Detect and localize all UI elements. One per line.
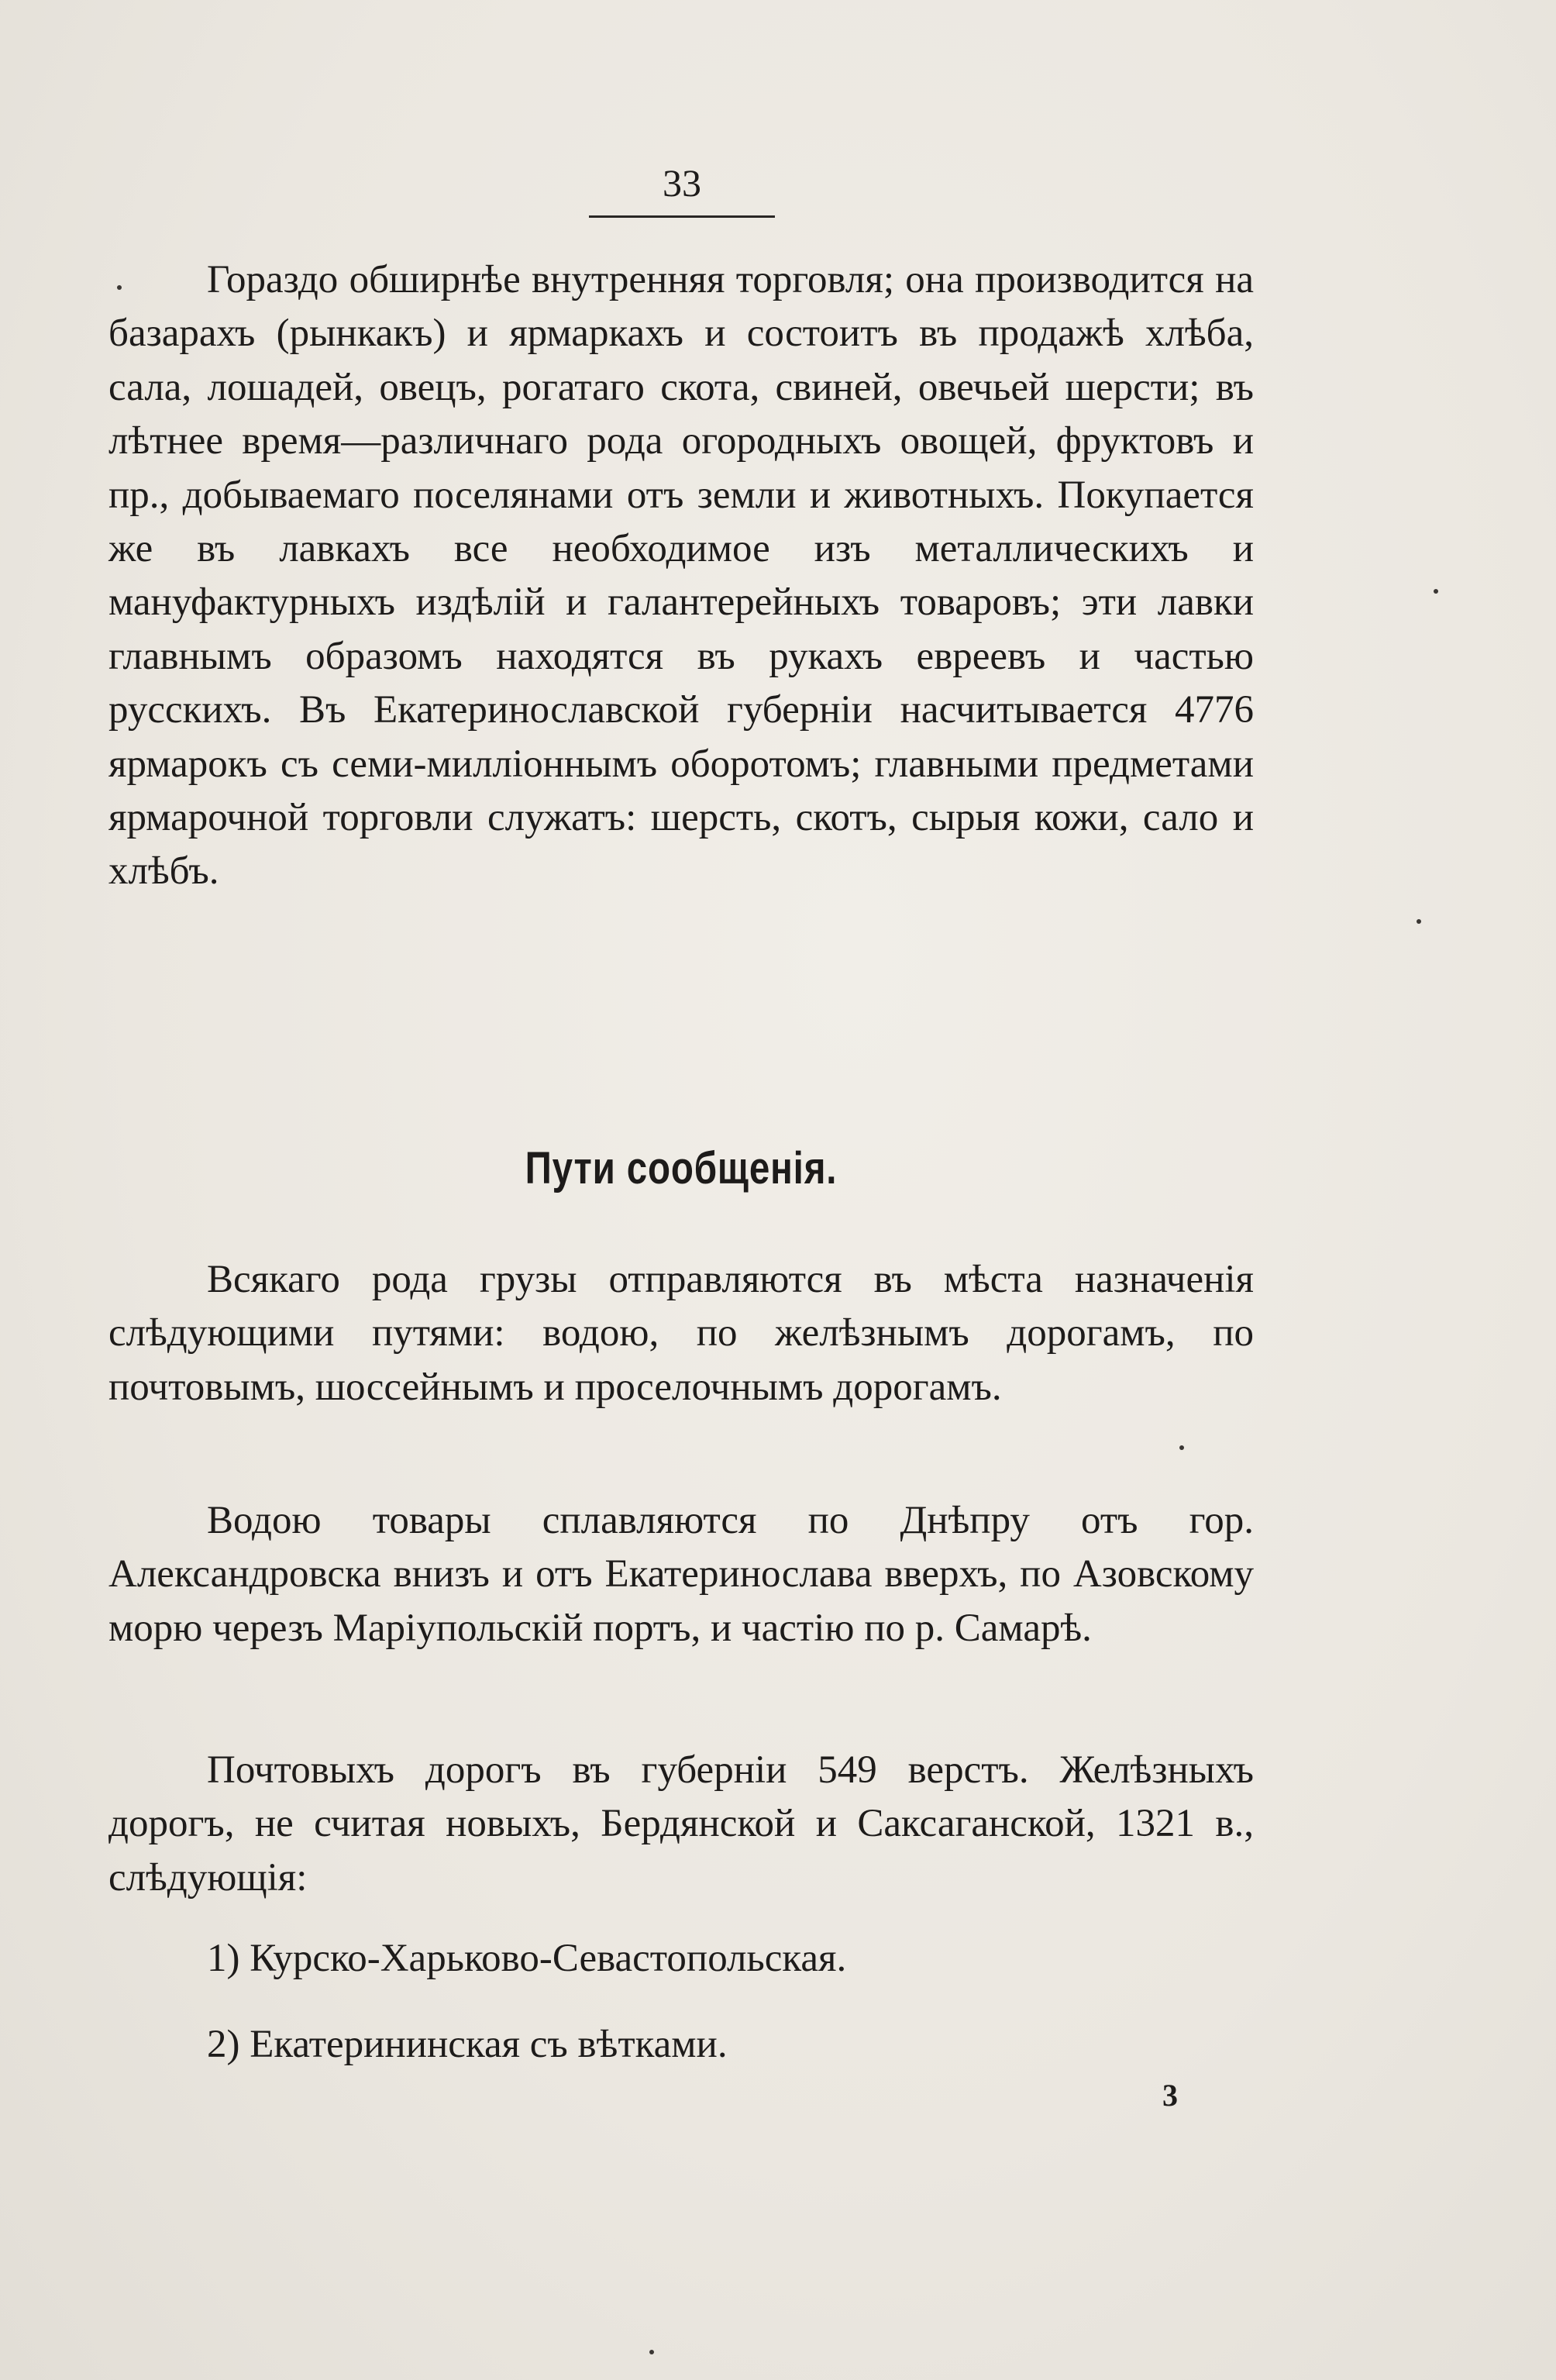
print-speck <box>649 2350 654 2354</box>
page-number: 33 <box>663 161 701 205</box>
section-heading: Пути сообщенія. <box>525 1143 838 1193</box>
paragraph-cargo-routes <box>108 1253 1254 1414</box>
print-speck <box>1179 1445 1184 1450</box>
railway-list-item: 1) Курско-Харьково-Севастопольская. <box>207 1937 847 1980</box>
print-speck <box>117 285 122 290</box>
railway-list-item: 2) Екатерининская съ вѣтками. <box>207 2023 728 2066</box>
paragraph-text: Гораздо обширнѣе внутренняя торговля; она производится на базарахъ (рынкакъ) и ярмаркахъ и состоитъ въ продажѣ хлѣба, сала, лошадей, овецъ, рогатаго скота, свиней, овечьей шерсти; въ лѣтнее время—различнаго рода огородныхъ овощей, фруктовъ и пр., добываемаго поселянами отъ земли и животныхъ. Покупается же въ лавкахъ все необходимое изъ металлическихъ и мануфактурныхъ издѣлій и галантерейныхъ товаровъ; эти лавки главнымъ образомъ находятся въ рукахъ евреевъ и частью русскихъ. Въ Екатеринославской губерніи насчитывается 4776 ярмарокъ съ семи-милліоннымъ оборотомъ; главными предметами ярмарочной торговли служатъ: шерсть, скотъ, сырыя кожи, сало и хлѣбъ. <box>108 258 1254 894</box>
paragraph-text: Водою товары сплавляются по Днѣпру отъ гор. Александровска внизъ и отъ Екатеринослава вверхъ, по Азовскому морю черезъ Маріупольскій портъ, и частію по р. Самарѣ. <box>108 1499 1254 1650</box>
paragraph-internal-trade <box>108 253 1254 899</box>
signature-mark: 3 <box>1162 2078 1178 2113</box>
print-speck <box>1417 919 1421 924</box>
paragraph-roads <box>108 1744 1254 1905</box>
paragraph-text: Почтовыхъ дорогъ въ губерніи 549 верстъ. Желѣзныхъ дорогъ, не считая новыхъ, Бердянской и Саксаганской, 1321 в., слѣдующія: <box>108 1748 1254 1900</box>
page-number-rule <box>589 215 775 218</box>
paragraph-water-routes <box>108 1494 1254 1655</box>
print-speck <box>1434 589 1438 594</box>
paragraph-text: Всякаго рода грузы отправляются въ мѣста назначенія слѣдующими путями: водою, по желѣзнымъ дорогамъ, по почтовымъ, шоссейнымъ и проселочнымъ дорогамъ. <box>108 1258 1254 1409</box>
